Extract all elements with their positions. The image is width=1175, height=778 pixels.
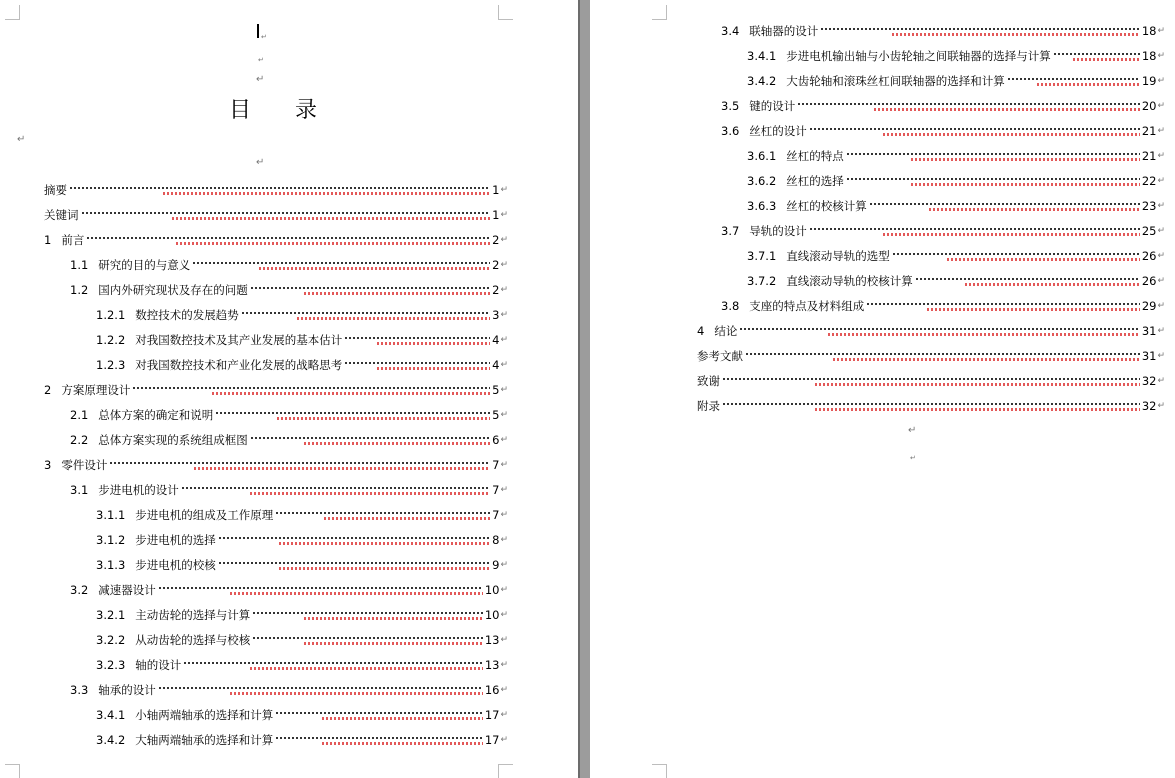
- paragraph-mark: ↵: [1157, 201, 1165, 211]
- toc-entry-title: 总体方案的确定和说明: [98, 408, 214, 422]
- toc-entry-page-number: 10: [484, 583, 500, 597]
- page-gap: [578, 0, 590, 778]
- toc-entry-title: 关键词: [44, 208, 79, 222]
- toc-entry-number: 3.6: [721, 124, 740, 138]
- toc-entry-page-number: 18: [1141, 49, 1157, 63]
- toc-entry-number: 3: [44, 458, 52, 472]
- toc-entry[interactable]: [96, 632, 508, 648]
- toc-entry[interactable]: [721, 123, 1165, 139]
- toc-entry-title: 摘要: [44, 183, 67, 197]
- toc-entry-number: 3.1: [70, 483, 89, 497]
- toc-entry-number: 3.2.3: [96, 658, 126, 672]
- toc-entry[interactable]: [747, 198, 1165, 214]
- paragraph-mark: ↵: [910, 454, 916, 462]
- toc-entry-title: 大齿轮轴和滚珠丝杠间联轴器的选择和计算: [786, 74, 1005, 88]
- toc-entry-page-number: 1: [492, 183, 500, 197]
- toc-entry-number: 3.1.1: [96, 508, 126, 522]
- toc-entry-title: 从动齿轮的选择与校核: [135, 633, 251, 647]
- toc-entry-number: 3.2.1: [96, 608, 126, 622]
- toc-entry-title: 轴的设计: [135, 658, 182, 672]
- toc-entry[interactable]: [721, 298, 1165, 314]
- toc-dot-leader: [797, 102, 1140, 111]
- toc-entry-title: 主动齿轮的选择与计算: [135, 608, 251, 622]
- crop-mark-bottom-left: [652, 764, 667, 778]
- toc-dot-leader: [158, 586, 483, 595]
- toc-entry-number: 2: [44, 383, 52, 397]
- toc-entry-title: 研究的目的与意义: [98, 258, 191, 272]
- toc-entry-page-number: 26: [1141, 249, 1157, 263]
- toc-entry-title: 前言: [61, 233, 85, 247]
- toc-entry-title: 支座的特点及材料组成: [749, 299, 865, 313]
- toc-entry-page-number: 7: [492, 483, 500, 497]
- paragraph-mark: ↵: [500, 285, 508, 295]
- toc-entry[interactable]: [70, 482, 508, 498]
- toc-entry-number: 3.6.1: [747, 149, 777, 163]
- toc-dot-leader: [69, 186, 490, 195]
- toc-entry-title: 导轨的设计: [749, 224, 807, 238]
- toc-entry[interactable]: [721, 98, 1165, 114]
- crop-mark-top-left: [652, 5, 667, 20]
- paragraph-mark: ↵: [1157, 151, 1165, 161]
- toc-dot-leader: [846, 152, 1140, 161]
- toc-entry-title: 减速器设计: [98, 583, 156, 597]
- paragraph-mark: ↵: [500, 360, 508, 370]
- toc-entry-number: 3.2.2: [96, 633, 126, 647]
- toc-entry-page-number: 4: [492, 358, 500, 372]
- toc-entry[interactable]: [747, 73, 1165, 89]
- toc-dot-leader: [158, 686, 483, 695]
- toc-entry-page-number: 13: [484, 658, 500, 672]
- toc-dot-leader: [866, 302, 1140, 311]
- toc-entry-page-number: 2: [492, 283, 500, 297]
- paragraph-mark: ↵: [500, 560, 508, 570]
- paragraph-mark: ↵: [256, 157, 265, 168]
- text-cursor: [257, 24, 259, 38]
- toc-entry-title: 步进电机的校核: [135, 558, 216, 572]
- paragraph-mark: ↵: [1157, 326, 1165, 336]
- toc-entry-number: 3.3: [70, 683, 89, 697]
- toc-entry[interactable]: [747, 173, 1165, 189]
- toc-dot-leader: [86, 236, 490, 245]
- crop-mark-bottom-left: [5, 764, 20, 778]
- paragraph-mark: ↵: [1157, 26, 1165, 36]
- toc-entry-page-number: 23: [1141, 199, 1157, 213]
- toc-entry-number: 3.1.3: [96, 558, 126, 572]
- toc-dot-leader: [739, 327, 1139, 336]
- toc-entry[interactable]: [96, 507, 508, 523]
- toc-entry[interactable]: [721, 23, 1165, 39]
- toc-entry[interactable]: [70, 282, 508, 298]
- toc-entry-title: 零件设计: [61, 458, 108, 472]
- paragraph-mark: ↵: [500, 660, 508, 670]
- toc-entry-page-number: 5: [492, 383, 500, 397]
- toc-dot-leader: [1053, 52, 1140, 61]
- toc-entry[interactable]: [697, 323, 1165, 339]
- toc-entry-title: 丝杠的选择: [786, 174, 844, 188]
- toc-entry-page-number: 21: [1141, 124, 1157, 138]
- toc-entry-title: 大轴两端轴承的选择和计算: [135, 733, 274, 747]
- paragraph-mark: ↵: [1157, 126, 1165, 136]
- toc-entry-number: 3.8: [721, 299, 740, 313]
- toc-entry[interactable]: [697, 373, 1165, 389]
- paragraph-mark: ↵: [500, 710, 508, 720]
- paragraph-mark: ↵: [500, 335, 508, 345]
- toc-dot-leader: [820, 27, 1140, 36]
- paragraph-mark: ↵: [1157, 351, 1165, 361]
- toc-entry[interactable]: [96, 732, 508, 748]
- toc-entry-number: 1: [44, 233, 52, 247]
- paragraph-mark: ↵: [908, 425, 917, 436]
- toc-entry-page-number: 6: [492, 433, 500, 447]
- toc-entry-page-number: 25: [1141, 224, 1157, 238]
- toc-dot-leader: [275, 511, 490, 520]
- toc-entry-page-number: 22: [1141, 174, 1157, 188]
- toc-entry[interactable]: [44, 457, 508, 473]
- toc-dot-leader: [215, 411, 490, 420]
- toc-dot-leader: [183, 661, 483, 670]
- toc-dot-leader: [81, 211, 491, 220]
- toc-entry-number: 3.7.2: [747, 274, 777, 288]
- toc-entry[interactable]: [96, 332, 508, 348]
- paragraph-mark: ↵: [500, 610, 508, 620]
- toc-entry-number: 3.4.2: [96, 733, 126, 747]
- toc-entry-page-number: 21: [1141, 149, 1157, 163]
- toc-entry[interactable]: [44, 207, 508, 223]
- toc-entry[interactable]: [747, 48, 1165, 64]
- toc-entry[interactable]: [70, 257, 508, 273]
- toc-entry-title: 小轴两端轴承的选择和计算: [135, 708, 274, 722]
- toc-dot-leader: [132, 386, 490, 395]
- toc-entry-title: 参考文献: [697, 349, 743, 363]
- toc-entry-number: 3.6.2: [747, 174, 777, 188]
- toc-entry-number: 3.7.1: [747, 249, 777, 263]
- toc-entry[interactable]: [747, 248, 1165, 264]
- paragraph-mark: ↵: [261, 33, 267, 41]
- toc-entry-title: 结论: [714, 324, 738, 338]
- toc-entry-title: 丝杠的校核计算: [786, 199, 867, 213]
- toc-dot-leader: [344, 361, 490, 370]
- toc-dot-leader: [252, 636, 483, 645]
- toc-dot-leader: [722, 402, 1140, 411]
- toc-entry-page-number: 8: [492, 533, 500, 547]
- toc-entry-page-number: 19: [1141, 74, 1157, 88]
- paragraph-mark: ↵: [256, 74, 265, 85]
- paragraph-mark: ↵: [258, 56, 264, 64]
- paragraph-mark: ↵: [500, 735, 508, 745]
- toc-entry-title: 数控技术的发展趋势: [135, 308, 239, 322]
- toc-entry-title: 步进电机输出轴与小齿轮轴之间联轴器的选择与计算: [786, 49, 1051, 63]
- paragraph-mark: ↵: [500, 260, 508, 270]
- toc-entry-page-number: 16: [484, 683, 500, 697]
- toc-entry-title: 国内外研究现状及存在的问题: [98, 283, 248, 297]
- toc-entry-page-number: 26: [1141, 274, 1157, 288]
- toc-entry[interactable]: [44, 182, 508, 198]
- toc-entry-title: 丝杠的设计: [749, 124, 807, 138]
- toc-entry-page-number: 2: [492, 233, 500, 247]
- toc-dot-leader: [344, 336, 490, 345]
- toc-dot-leader: [722, 377, 1140, 386]
- toc-entry-page-number: 4: [492, 333, 500, 347]
- toc-entry-title: 联轴器的设计: [749, 24, 819, 38]
- toc-entry-number: 2.2: [70, 433, 89, 447]
- toc-entry[interactable]: [70, 407, 508, 423]
- paragraph-mark: ↵: [500, 635, 508, 645]
- toc-entry-page-number: 32: [1141, 374, 1157, 388]
- paragraph-mark: ↵: [1157, 51, 1165, 61]
- toc-entry-title: 总体方案实现的系统组成框图: [98, 433, 248, 447]
- paragraph-mark: ↵: [17, 134, 26, 145]
- toc-entry-page-number: 17: [484, 733, 500, 747]
- crop-mark-top-left: [5, 5, 20, 20]
- paragraph-mark: ↵: [1157, 226, 1165, 236]
- crop-mark-top-right: [498, 5, 513, 20]
- toc-entry-title: 直线滚动导轨的校核计算: [786, 274, 913, 288]
- toc-entry[interactable]: [70, 432, 508, 448]
- toc-dot-leader: [250, 436, 490, 445]
- toc-entry-number: 1.1: [70, 258, 89, 272]
- toc-entry[interactable]: [44, 382, 508, 398]
- document-page-left: [0, 0, 578, 778]
- toc-entry-page-number: 10: [484, 608, 500, 622]
- paragraph-mark: ↵: [1157, 376, 1165, 386]
- paragraph-mark: ↵: [500, 535, 508, 545]
- paragraph-mark: ↵: [500, 210, 508, 220]
- paragraph-mark: ↵: [1157, 301, 1165, 311]
- toc-entry-page-number: 13: [484, 633, 500, 647]
- toc-entry-number: 4: [697, 324, 705, 338]
- toc-entry-page-number: 31: [1141, 349, 1157, 363]
- toc-dot-leader: [218, 561, 490, 570]
- toc-dot-leader: [846, 177, 1140, 186]
- toc-entry-title: 方案原理设计: [61, 383, 131, 397]
- toc-entry[interactable]: [70, 582, 508, 598]
- toc-entry[interactable]: [96, 707, 508, 723]
- toc-entry-title: 步进电机的设计: [98, 483, 179, 497]
- toc-entry-number: 3.1.2: [96, 533, 126, 547]
- toc-entry-title: 对我国数控技术和产业化发展的战略思考: [135, 358, 343, 372]
- toc-entry-number: 3.4.2: [747, 74, 777, 88]
- toc-entry-page-number: 7: [492, 458, 500, 472]
- toc-dot-leader: [1007, 77, 1140, 86]
- document-page-right: [590, 0, 1175, 778]
- toc-dot-leader: [275, 736, 483, 745]
- paragraph-mark: ↵: [500, 310, 508, 320]
- toc-entry-number: 3.2: [70, 583, 89, 597]
- toc-entry-title: 步进电机的选择: [135, 533, 216, 547]
- crop-mark-bottom-right: [498, 764, 513, 778]
- toc-entry[interactable]: [96, 307, 508, 323]
- toc-dot-leader: [809, 227, 1140, 236]
- toc-entry-number: 1.2.1: [96, 308, 126, 322]
- paragraph-mark: ↵: [1157, 76, 1165, 86]
- paragraph-mark: ↵: [500, 410, 508, 420]
- toc-entry[interactable]: [96, 532, 508, 548]
- toc-dot-leader: [241, 311, 490, 320]
- paragraph-mark: ↵: [1157, 401, 1165, 411]
- toc-entry-page-number: 2: [492, 258, 500, 272]
- paragraph-mark: ↵: [500, 585, 508, 595]
- paragraph-mark: ↵: [500, 510, 508, 520]
- toc-dot-leader: [109, 461, 490, 470]
- paragraph-mark: ↵: [500, 435, 508, 445]
- toc-entry-title: 对我国数控技术及其产业发展的基本估计: [135, 333, 343, 347]
- paragraph-mark: ↵: [500, 235, 508, 245]
- paragraph-mark: ↵: [500, 685, 508, 695]
- toc-dot-leader: [250, 286, 490, 295]
- toc-dot-leader: [252, 611, 483, 620]
- toc-entry[interactable]: [747, 273, 1165, 289]
- toc-entry-number: 3.5: [721, 99, 740, 113]
- paragraph-mark: ↵: [1157, 276, 1165, 286]
- toc-entry-page-number: 20: [1141, 99, 1157, 113]
- toc-entry-title: 直线滚动导轨的选型: [786, 249, 890, 263]
- toc-entry-title: 轴承的设计: [98, 683, 156, 697]
- toc-entry-title: 丝杠的特点: [786, 149, 844, 163]
- paragraph-mark: ↵: [1157, 176, 1165, 186]
- toc-entry-number: 1.2.2: [96, 333, 126, 347]
- toc-entry-number: 3.4.1: [747, 49, 777, 63]
- toc-entry-title: 键的设计: [749, 99, 796, 113]
- toc-entry-page-number: 1: [492, 208, 500, 222]
- toc-entry[interactable]: [96, 607, 508, 623]
- toc-dot-leader: [275, 711, 483, 720]
- toc-entry-page-number: 18: [1141, 24, 1157, 38]
- paragraph-mark: ↵: [1157, 251, 1165, 261]
- paragraph-mark: ↵: [500, 460, 508, 470]
- toc-entry-title: 步进电机的组成及工作原理: [135, 508, 274, 522]
- toc-entry-page-number: 17: [484, 708, 500, 722]
- toc-dot-leader: [809, 127, 1140, 136]
- toc-entry-page-number: 9: [492, 558, 500, 572]
- toc-entry[interactable]: [70, 682, 508, 698]
- toc-entry-page-number: 3: [492, 308, 500, 322]
- toc-entry-title: 致谢: [697, 374, 720, 388]
- toc-entry[interactable]: [697, 398, 1165, 414]
- toc-entry[interactable]: [96, 357, 508, 373]
- toc-dot-leader: [192, 261, 490, 270]
- toc-dot-leader: [915, 277, 1140, 286]
- toc-dot-leader: [892, 252, 1140, 261]
- toc-entry[interactable]: [96, 657, 508, 673]
- toc-dot-leader: [218, 536, 490, 545]
- toc-entry-page-number: 29: [1141, 299, 1157, 313]
- toc-dot-leader: [869, 202, 1140, 211]
- toc-entry-title: 附录: [697, 399, 720, 413]
- toc-title: 目录: [229, 98, 362, 123]
- toc-entry-page-number: 5: [492, 408, 500, 422]
- toc-entry[interactable]: [721, 223, 1165, 239]
- toc-entry[interactable]: [697, 348, 1165, 364]
- paragraph-mark: ↵: [1157, 101, 1165, 111]
- toc-entry-number: 3.6.3: [747, 199, 777, 213]
- paragraph-mark: ↵: [500, 385, 508, 395]
- toc-entry-number: 1.2.3: [96, 358, 126, 372]
- paragraph-mark: ↵: [500, 485, 508, 495]
- toc-dot-leader: [181, 486, 490, 495]
- toc-entry[interactable]: [747, 148, 1165, 164]
- toc-entry-number: 3.4.1: [96, 708, 126, 722]
- toc-entry-number: 3.7: [721, 224, 740, 238]
- toc-entry-page-number: 7: [492, 508, 500, 522]
- toc-entry-page-number: 31: [1141, 324, 1157, 338]
- toc-entry-number: 3.4: [721, 24, 740, 38]
- toc-dot-leader: [745, 352, 1140, 361]
- toc-entry[interactable]: [96, 557, 508, 573]
- toc-entry[interactable]: [44, 232, 508, 248]
- toc-entry-page-number: 32: [1141, 399, 1157, 413]
- toc-entry-number: 2.1: [70, 408, 89, 422]
- toc-entry-number: 1.2: [70, 283, 89, 297]
- paragraph-mark: ↵: [500, 185, 508, 195]
